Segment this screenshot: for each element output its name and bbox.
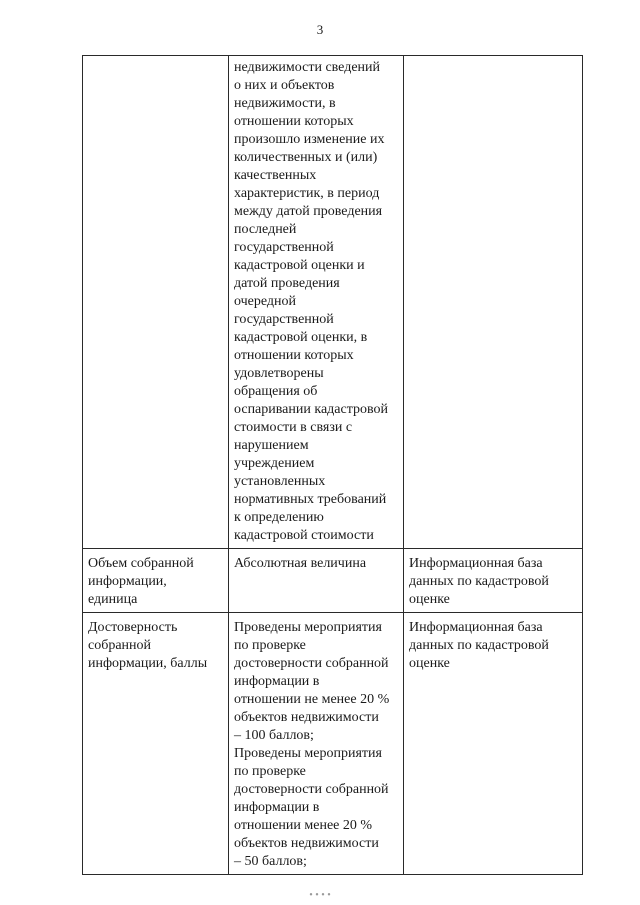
calculation-method-cell: недвижимости сведений о них и объектов недвижимости, в отношении которых произошло изменение их количественных и (или) качественных характеристик, в период между датой проведения последней государственной кадастровой оценки и датой проведения очередной государственной кадастровой оценки, в отношении которых удовлетворены обращения об оспаривании кадастровой стоимости в связи с нарушением учреждением установленных нормативных требований к определению кадастровой стоимости — [229, 56, 404, 549]
criteria-table — [82, 55, 583, 875]
page-footer: • • • • — [309, 890, 331, 901]
data-source-cell: Информационная база данных по кадастровой оценке — [404, 549, 583, 613]
indicator-name-cell: Достоверность собранной информации, баллы — [83, 613, 229, 875]
table-row — [83, 613, 583, 875]
indicator-name-cell: Объем собранной информации, единица — [83, 549, 229, 613]
calculation-method-cell: Проведены мероприятия по проверке достоверности собранной информации в отношении не менее 20 % объектов недвижимости – 100 баллов; Проведены мероприятия по проверке достоверности собранной информации в отношении менее 20 % объектов недвижимости – 50 баллов; — [229, 613, 404, 875]
indicator-name-cell — [83, 56, 229, 549]
page-number: 3 — [316, 22, 324, 37]
calculation-method-cell: Абсолютная величина — [229, 549, 404, 613]
data-source-cell: Информационная база данных по кадастровой оценке — [404, 613, 583, 875]
table-row — [83, 549, 583, 613]
table-row — [83, 56, 583, 549]
data-source-cell — [404, 56, 583, 549]
